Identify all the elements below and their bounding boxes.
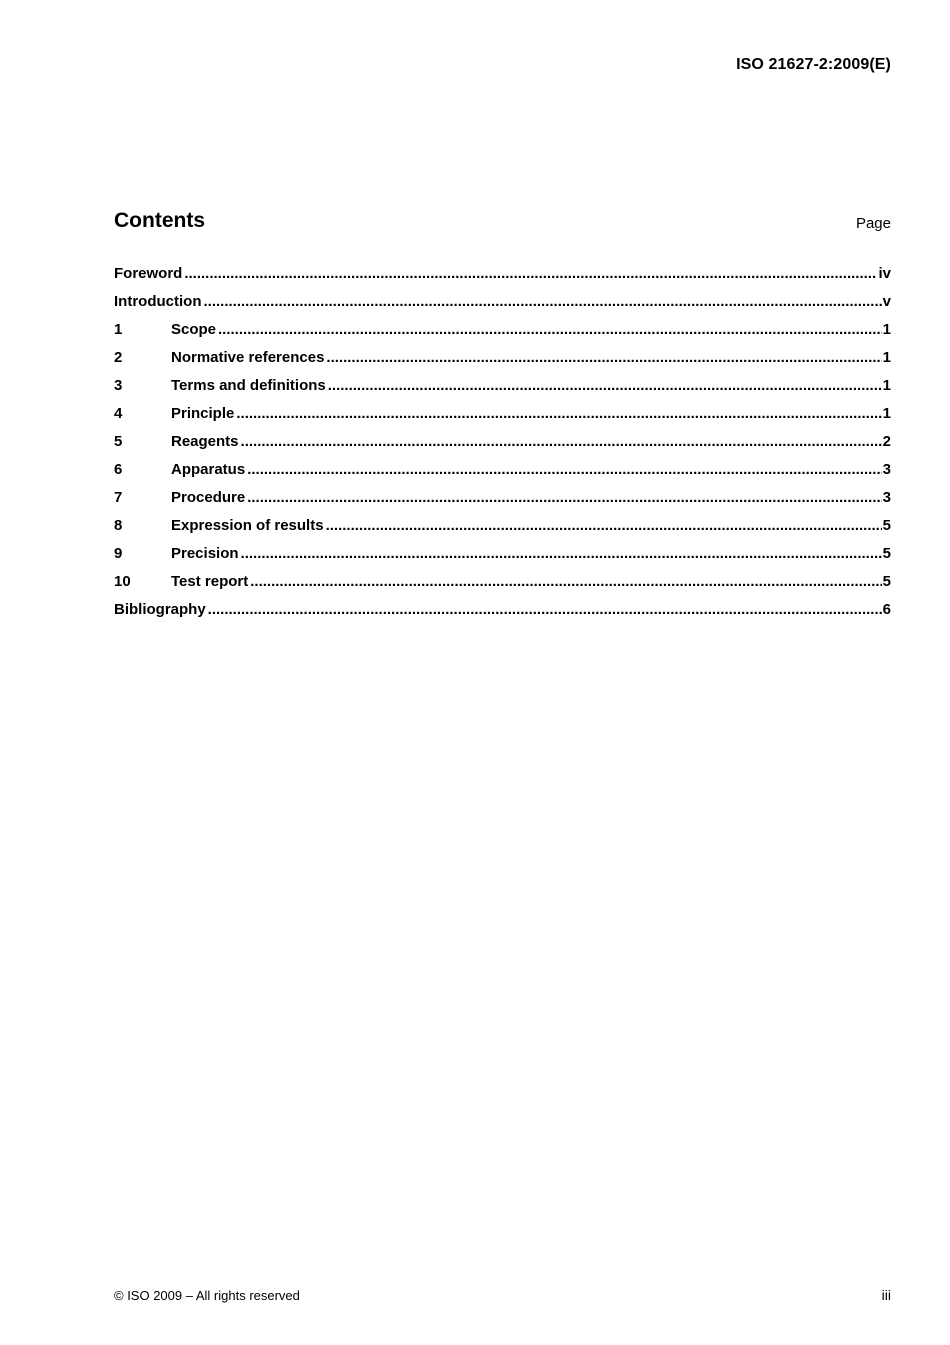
page-column-label: Page <box>855 215 891 232</box>
toc-entry-title: Test report <box>171 573 249 590</box>
toc-entry-page: iv <box>878 265 891 282</box>
toc-entry-page: 5 <box>882 517 891 534</box>
toc-entry-page: 2 <box>882 433 891 450</box>
toc-entry-introduction[interactable] <box>114 293 891 321</box>
toc-dot-leader <box>241 433 882 450</box>
toc-entry-page: 1 <box>882 349 891 366</box>
toc-dot-leader <box>241 545 882 562</box>
toc-dot-leader <box>218 321 882 338</box>
toc-entry-page: v <box>882 293 891 310</box>
toc-entry-title: Introduction <box>114 293 202 310</box>
toc-entry-title: Precision <box>171 545 239 562</box>
toc-dot-leader <box>184 265 877 282</box>
toc-entry-normative-references[interactable] <box>114 349 891 377</box>
toc-dot-leader <box>203 293 881 310</box>
toc-entry-apparatus[interactable] <box>114 461 891 489</box>
toc-entry-number: 6 <box>114 461 123 478</box>
toc-entry-page: 3 <box>882 489 891 506</box>
contents-heading: Contents <box>114 209 205 232</box>
toc-entry-title: Apparatus <box>171 461 246 478</box>
toc-entry-number: 7 <box>114 489 123 506</box>
toc-entry-page: 6 <box>882 601 891 618</box>
document-id: ISO 21627-2:2009(E) <box>736 56 891 73</box>
toc-dot-leader <box>247 461 881 478</box>
toc-dot-leader <box>328 377 882 394</box>
toc-entry-precision[interactable] <box>114 545 891 573</box>
footer-copyright: © ISO 2009 – All rights reserved <box>114 1288 300 1303</box>
toc-entry-foreword[interactable] <box>114 265 891 293</box>
toc-dot-leader <box>326 517 882 534</box>
toc-entry-page: 3 <box>882 461 891 478</box>
toc-entry-title: Normative references <box>171 349 325 366</box>
toc-dot-leader <box>326 349 881 366</box>
toc-entry-title: Reagents <box>171 433 239 450</box>
toc-entry-title: Terms and definitions <box>171 377 326 394</box>
toc-dot-leader <box>236 405 881 422</box>
toc-entry-test-report[interactable] <box>114 573 891 601</box>
toc-entry-terms-and-definitions[interactable] <box>114 377 891 405</box>
toc-entry-procedure[interactable] <box>114 489 891 517</box>
toc-entry-scope[interactable] <box>114 321 891 349</box>
toc-entry-page: 1 <box>882 405 891 422</box>
toc-entry-number: 1 <box>114 321 123 338</box>
table-of-contents <box>114 265 891 629</box>
toc-entry-number: 4 <box>114 405 123 422</box>
toc-entry-title: Expression of results <box>171 517 324 534</box>
toc-entry-principle[interactable] <box>114 405 891 433</box>
toc-entry-number: 3 <box>114 377 123 394</box>
toc-entry-number: 9 <box>114 545 123 562</box>
toc-entry-page: 5 <box>882 545 891 562</box>
toc-entry-page: 1 <box>882 377 891 394</box>
toc-entry-number: 8 <box>114 517 123 534</box>
toc-entry-bibliography[interactable] <box>114 601 891 629</box>
toc-entry-page: 1 <box>882 321 891 338</box>
toc-entry-title: Foreword <box>114 265 183 282</box>
toc-entry-page: 5 <box>882 573 891 590</box>
toc-entry-title: Principle <box>171 405 235 422</box>
toc-entry-number: 10 <box>114 573 131 590</box>
toc-dot-leader <box>247 489 881 506</box>
toc-entry-title: Procedure <box>171 489 246 506</box>
toc-dot-leader <box>208 601 882 618</box>
toc-entry-number: 5 <box>114 433 123 450</box>
toc-entry-title: Scope <box>171 321 217 338</box>
toc-entry-reagents[interactable] <box>114 433 891 461</box>
toc-entry-expression-of-results[interactable] <box>114 517 891 545</box>
toc-dot-leader <box>250 573 881 590</box>
toc-entry-title: Bibliography <box>114 601 206 618</box>
footer-page-number: iii <box>881 1287 891 1303</box>
toc-entry-number: 2 <box>114 349 123 366</box>
